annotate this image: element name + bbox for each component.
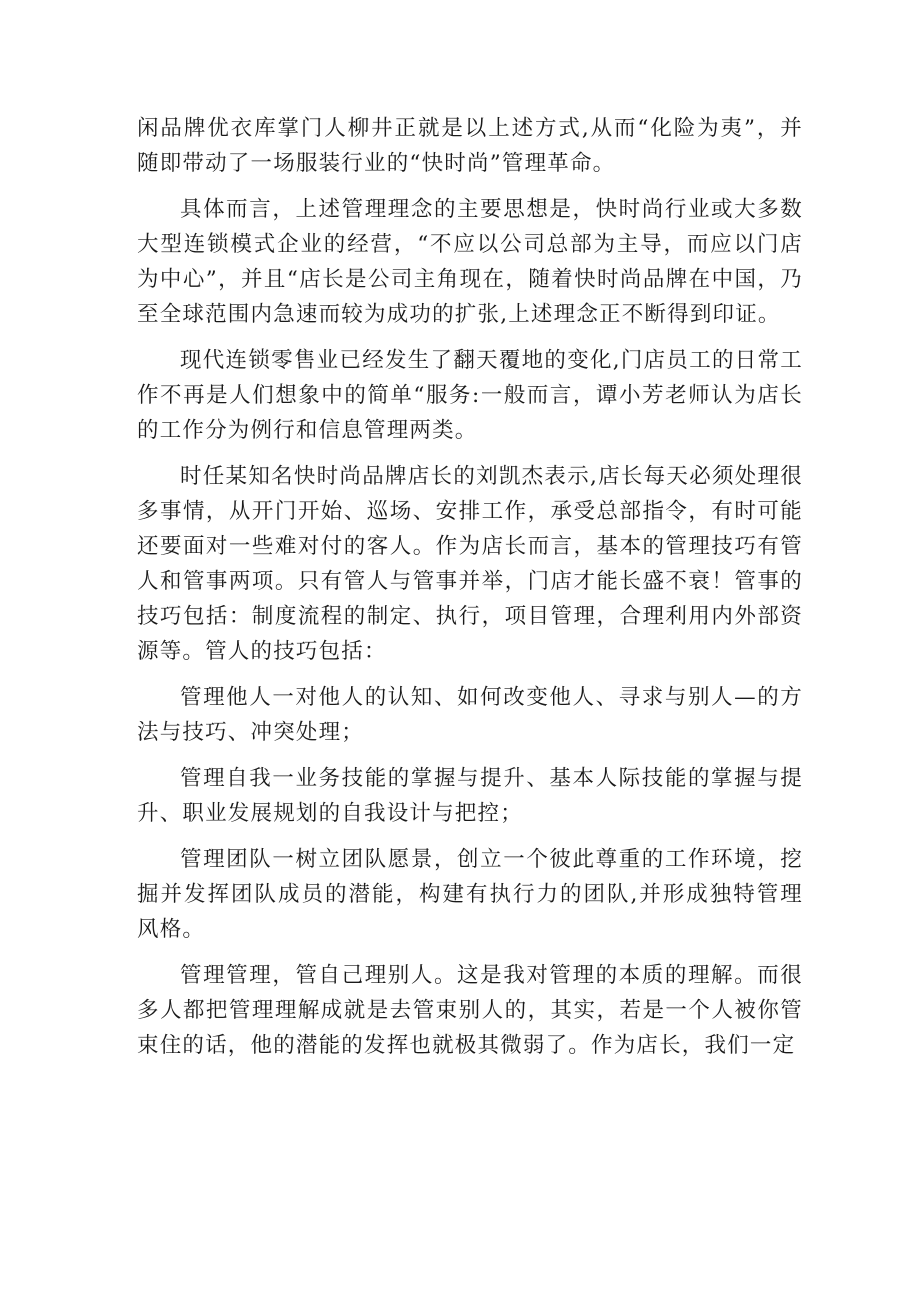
paragraph-manage-others: 管理他人一对他人的认知、如何改变他人、寻求与别人—的方法与技巧、冲突处理； [137,685,803,745]
paragraph-essence-of-management: 管理管理，管自己理别人。这是我对管理的本质的理解。而很多人都把管理理解成就是去管束别人的，其实，若是一个人被你管束住的话，他的潜能的发挥也就极其微弱了。作为店长，我们一定 [137,963,803,1058]
paragraph-uniqlo-revolution: 闲品牌优衣库掌门人柳井正就是以上述方式,从而“化险为夷”，并随即带动了一场服装行业的“快时尚”管理革命。 [137,116,803,176]
paragraph-manage-team: 管理团队一树立团队愿景，创立一个彼此尊重的工作环境，挖掘并发挥团队成员的潜能，构建有执行力的团队,并形成独特管理风格。 [137,847,803,942]
paragraph-manage-self: 管理自我一业务技能的掌握与提升、基本人际技能的掌握与提升、职业发展规划的自我设计与把控； [137,766,803,826]
paragraph-retail-change: 现代连锁零售业已经发生了翻天覆地的变化,门店员工的日常工作不再是人们想象中的简单“服务:一般而言，谭小芳老师认为店长的工作分为例行和信息管理两类。 [137,348,803,443]
paragraph-store-manager-skills: 时任某知名快时尚品牌店长的刘凯杰表示,店长每天必须处理很多事情，从开门开始、巡场、安排工作，承受总部指令，有时可能还要面对一些难对付的客人。作为店长而言，基本的管理技巧有管人和管事两项。只有管人与管事并举，门店才能长盛不衰！管事的技巧包括：制度流程的制定、执行，项目管理，合理利用内外部资源等。管人的技巧包括： [137,464,803,664]
document-body [137,111,803,1063]
paragraph-management-philosophy: 具体而言，上述管理理念的主要思想是，快时尚行业或大多数大型连锁模式企业的经营，“不应以公司总部为主导，而应以门店为中心”，并且“店长是公司主角现在，随着快时尚品牌在中国，乃至全球范围内急速而较为成功的扩张,上述理念正不断得到印证。 [137,197,803,327]
